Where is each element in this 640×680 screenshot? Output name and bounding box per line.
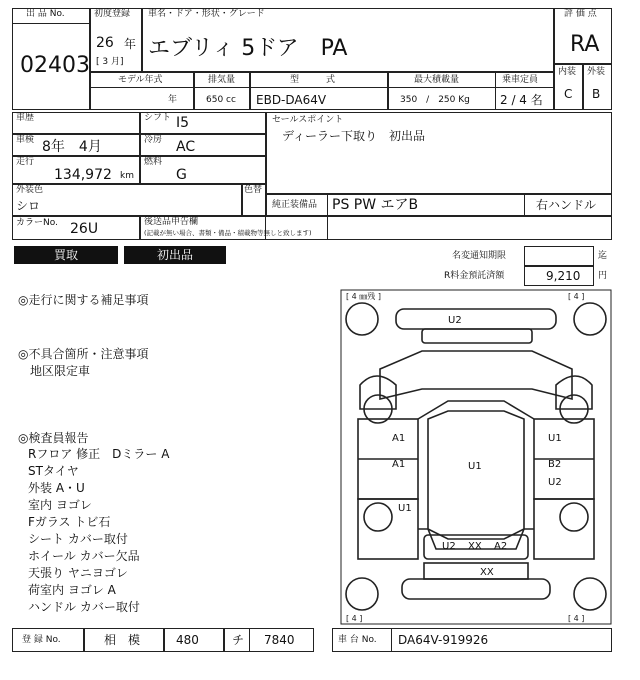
inspector-heading: ◎検査員報告 [18, 431, 89, 445]
model-year-label: モデル年式 [118, 75, 163, 85]
ext-color-label: 外装色 [16, 185, 44, 195]
name-change-label: 名変通知期限 [452, 251, 507, 261]
tire-fl-label: [ 4 ㎜残 ] [346, 292, 381, 301]
model-year-value: 年 [168, 95, 178, 105]
inspector-line: 室内 ヨゴレ [28, 498, 92, 512]
fuel-label: 燃料 [144, 157, 163, 167]
car-title-label: 車名・ドア・形状・グレード [148, 9, 265, 19]
max-load-value: 350 / 250 Kg [400, 95, 470, 105]
ext-color-value: シロ [16, 199, 41, 213]
exterior-label: 外装 [587, 67, 606, 77]
reg-region: 相 模 [104, 633, 141, 647]
inspector-line: ホイール カバー欠品 [28, 549, 140, 563]
shift-label: シフト [144, 113, 172, 123]
right-door2-damage: U2 [548, 477, 562, 488]
reg-no-label: 登 録 No. [22, 635, 61, 645]
buyout-tag: 買取 [14, 246, 118, 264]
chassis-label: 車 台 No. [338, 635, 377, 645]
rating-value: RA [570, 32, 600, 57]
chassis-value: DA64V-919926 [398, 633, 489, 647]
mileage-value: 134,972 [54, 167, 112, 183]
left-door-damage: A1 [392, 459, 406, 470]
rear-u2-damage: U2 [442, 541, 456, 552]
history-label: 車歴 [16, 113, 35, 123]
lot-number: 02403 [20, 53, 90, 78]
registration-doc-note: (記載が無い場合、書類・備品・積載物等無しと致します) [144, 229, 312, 237]
ac-value: AC [176, 139, 196, 155]
tire-rl-label: [ 4 ] [346, 614, 363, 623]
mileage-unit: km [120, 171, 134, 181]
rear-xx-damage: XX [468, 541, 482, 552]
rating-label: 評 価 点 [564, 9, 597, 19]
mileage-label: 走行 [16, 157, 35, 167]
inspection-value: 8年 4月 [42, 139, 102, 155]
max-load-label: 最大積載量 [414, 75, 460, 85]
reg-month: [ 3 月] [96, 57, 124, 67]
rear-a2-damage: A2 [494, 541, 508, 552]
roof-damage: U1 [468, 461, 482, 472]
color-no-label: カラーNo. [16, 218, 58, 228]
steering-value: 右ハンドル [536, 198, 597, 212]
defects-text: 地区限定車 [30, 364, 91, 378]
inspector-line: 天張り ヤニヨゴレ [28, 566, 128, 580]
sales-point-value: ディーラー下取り 初出品 [282, 129, 426, 143]
inspector-line: Fガラス トビ石 [28, 515, 111, 529]
interior-label: 内装 [558, 67, 577, 77]
lot-label-box [12, 8, 90, 24]
name-change-box [524, 246, 594, 266]
sales-point-label: セールスポイント [272, 115, 344, 125]
color-change-label: 色替 [244, 185, 263, 195]
reg-class: 480 [176, 633, 199, 647]
recycle-unit: 円 [598, 271, 608, 281]
inspector-line: ハンドル カバー取付 [28, 600, 140, 614]
exterior-grade: B [592, 87, 601, 101]
front-bumper-damage: U2 [448, 315, 462, 326]
lot-label: 出 品 No. [26, 9, 65, 19]
equipment-value: PS PW エアB [332, 197, 419, 213]
inspector-line: Rフロア 修正 Dミラー A [28, 447, 170, 461]
ext-color-cell [12, 184, 242, 216]
color-no-value: 26U [70, 221, 99, 237]
car-damage-diagram [340, 289, 612, 625]
right-door-damage: B2 [548, 459, 562, 470]
rear-bumper-damage: XX [480, 567, 494, 578]
fuel-value: G [176, 167, 187, 183]
inspector-line: STタイヤ [28, 464, 79, 478]
capacity-label: 乗車定員 [502, 75, 539, 85]
left-rear-damage: U1 [398, 503, 412, 514]
tire-rr-label: [ 4 ] [568, 614, 585, 623]
left-front-damage: A1 [392, 433, 406, 444]
reg-number: 7840 [264, 633, 295, 647]
inspector-line: 荷室内 ヨゴレ A [28, 583, 116, 597]
name-change-unit: 迄 [598, 251, 608, 261]
interior-grade: C [564, 87, 573, 101]
displacement-label: 排気量 [208, 75, 236, 85]
defects-heading: ◎不具合箇所・注意事項 [18, 347, 149, 361]
equipment-label: 純正装備品 [272, 200, 318, 210]
displacement-value: 650 cc [206, 95, 236, 105]
supplement-heading: ◎走行に関する補足事項 [18, 293, 149, 307]
shift-value: I5 [176, 115, 190, 131]
capacity-value: 2 / 4 名 [500, 93, 543, 107]
registration-doc-label: 後送品申告欄 [144, 217, 199, 227]
reg-kana: チ [232, 633, 245, 647]
first-listing-tag: 初出品 [124, 246, 226, 264]
first-reg-label: 初度登録 [94, 9, 131, 19]
model-type-value: EBD-DA64V [256, 93, 327, 107]
inspection-label: 車検 [16, 135, 35, 145]
recycle-value: 9,210 [546, 269, 581, 283]
car-title: エブリィ 5ドア PA [148, 36, 348, 61]
ac-label: 冷房 [144, 135, 163, 145]
inspector-line: 外装 A・U [28, 481, 85, 495]
right-front-damage: U1 [548, 433, 562, 444]
model-type-label: 型 式 [290, 75, 336, 85]
recycle-label: R料金預託済額 [444, 271, 505, 281]
reg-year-unit: 年 [124, 37, 137, 51]
inspector-line: シート カバー取付 [28, 532, 128, 546]
reg-year: 26 [96, 35, 114, 51]
tire-fr-label: [ 4 ] [568, 292, 585, 301]
